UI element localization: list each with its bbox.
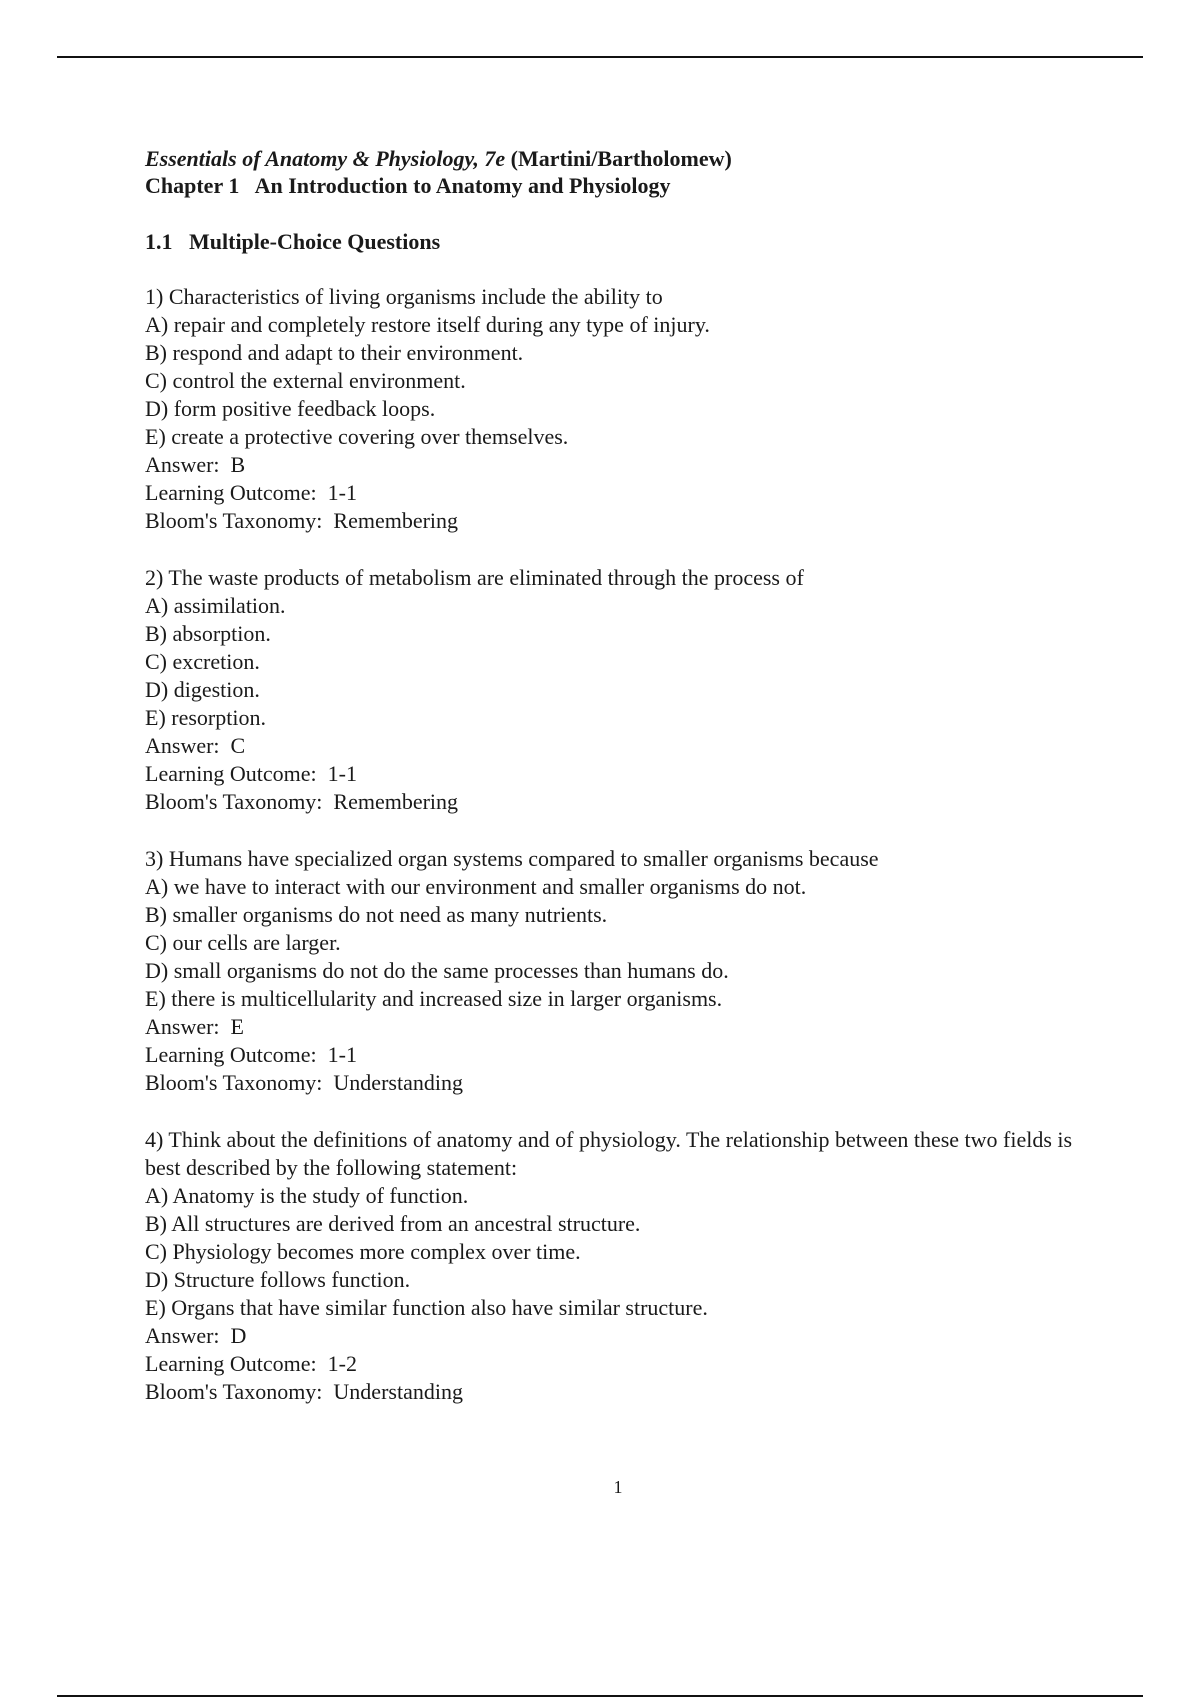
question-3 — [145, 845, 1105, 1097]
learning-outcome: Learning Outcome: 1-1 — [145, 1042, 357, 1067]
blooms-taxonomy: Bloom's Taxonomy: Understanding — [145, 1379, 463, 1404]
answer-option-b: B) All structures are derived from an ancestral structure. — [145, 1211, 641, 1236]
book-title: Essentials of Anatomy & Physiology, 7e — [145, 146, 506, 171]
question-stem: 4) Think about the definitions of anatomy and of physiology. The relationship between these two fields is best described by the following statement: — [145, 1127, 1073, 1180]
top-rule — [57, 56, 1143, 58]
learning-outcome: Learning Outcome: 1-1 — [145, 761, 357, 786]
answer-option-d: D) digestion. — [145, 677, 260, 702]
question-4 — [145, 1126, 1105, 1406]
question-stem: 2) The waste products of metabolism are eliminated through the process of — [145, 565, 804, 590]
book-heading — [145, 145, 1105, 172]
answer-option-a: A) Anatomy is the study of function. — [145, 1183, 469, 1208]
answer-key: Answer: D — [145, 1323, 247, 1348]
document-body — [145, 145, 1105, 1406]
answer-option-b: B) smaller organisms do not need as many nutrients. — [145, 902, 608, 927]
answer-option-e: E) there is multicellularity and increased size in larger organisms. — [145, 986, 723, 1011]
answer-key: Answer: E — [145, 1014, 244, 1039]
question-stem: 1) Characteristics of living organisms include the ability to — [145, 284, 663, 309]
answer-option-e: E) resorption. — [145, 705, 266, 730]
answer-key: Answer: C — [145, 733, 246, 758]
answer-option-d: D) form positive feedback loops. — [145, 396, 436, 421]
question-1 — [145, 283, 1105, 535]
answer-option-b: B) respond and adapt to their environment. — [145, 340, 524, 365]
learning-outcome: Learning Outcome: 1-1 — [145, 480, 357, 505]
answer-option-a: A) repair and completely restore itself during any type of injury. — [145, 312, 710, 337]
blooms-taxonomy: Bloom's Taxonomy: Remembering — [145, 789, 459, 814]
answer-option-e: E) create a protective covering over themselves. — [145, 424, 569, 449]
book-authors: (Martini/Bartholomew) — [510, 146, 732, 171]
blooms-taxonomy: Bloom's Taxonomy: Remembering — [145, 508, 459, 533]
answer-option-c: C) our cells are larger. — [145, 930, 341, 955]
page-number: 1 — [613, 1477, 623, 1497]
bottom-rule — [57, 1695, 1143, 1697]
answer-option-d: D) Structure follows function. — [145, 1267, 411, 1292]
answer-option-c: C) Physiology becomes more complex over time. — [145, 1239, 581, 1264]
answer-option-c: C) excretion. — [145, 649, 260, 674]
answer-key: Answer: B — [145, 452, 246, 477]
answer-option-a: A) assimilation. — [145, 593, 286, 618]
answer-option-c: C) control the external environment. — [145, 368, 466, 393]
chapter-title: Chapter 1 An Introduction to Anatomy and Physiology — [145, 173, 671, 198]
answer-option-e: E) Organs that have similar function also have similar structure. — [145, 1295, 708, 1320]
blooms-taxonomy: Bloom's Taxonomy: Understanding — [145, 1070, 463, 1095]
section-heading: 1.1 Multiple-Choice Questions — [145, 229, 441, 254]
answer-option-b: B) absorption. — [145, 621, 271, 646]
answer-option-a: A) we have to interact with our environment and smaller organisms do not. — [145, 874, 807, 899]
answer-option-d: D) small organisms do not do the same processes than humans do. — [145, 958, 729, 983]
question-stem: 3) Humans have specialized organ systems compared to smaller organisms because — [145, 846, 879, 871]
question-2 — [145, 564, 1105, 816]
learning-outcome: Learning Outcome: 1-2 — [145, 1351, 357, 1376]
